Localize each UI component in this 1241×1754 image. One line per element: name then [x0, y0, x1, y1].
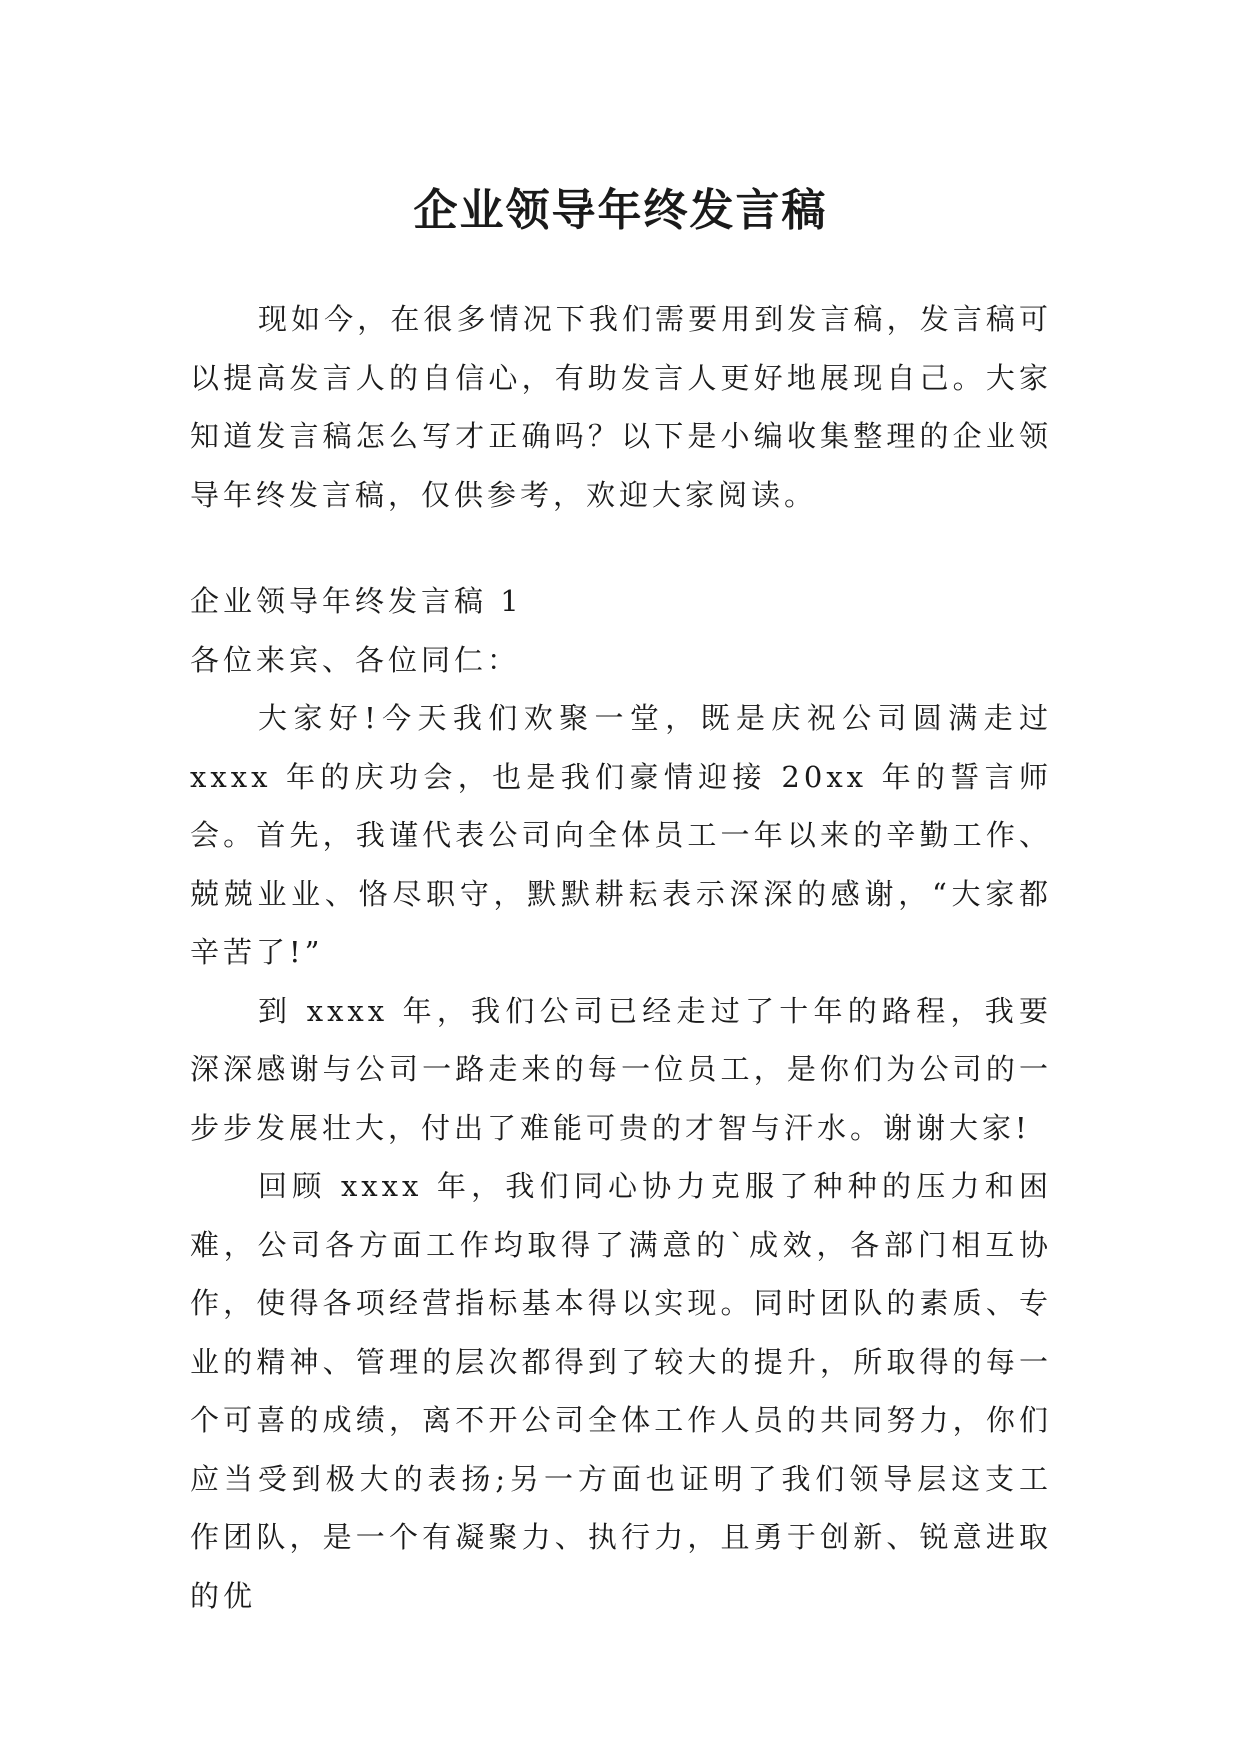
body-paragraph: 大家好!今天我们欢聚一堂，既是庆祝公司圆满走过 xxxx 年的庆功会，也是我们豪情迎接 20xx 年的誓言师会。首先，我谨代表公司向全体员工一年以来的辛勤工作、兢兢业业、恪尽职守，默默耕耘表示深深的感谢，“大家都辛苦了!”: [190, 701, 1052, 969]
salutation: 各位来宾、各位同仁：: [190, 642, 521, 677]
intro-paragraph: 现如今，在很多情况下我们需要用到发言稿，发言稿可以提高发言人的自信心，有助发言人更好地展现自己。大家知道发言稿怎么写才正确吗？以下是小编收集整理的企业领导年终发言稿，仅供参考，欢迎大家阅读。: [190, 302, 1052, 512]
document-body: [190, 290, 1052, 1625]
body-paragraph: 到 xxxx 年，我们公司已经走过了十年的路程，我要深深感谢与公司一路走来的每一位员工，是你们为公司的一步步发展壮大，付出了难能可贵的才智与汗水。谢谢大家!: [190, 993, 1052, 1145]
document-title: 企业领导年终发言稿: [413, 185, 828, 237]
body-paragraph: 回顾 xxxx 年，我们同心协力克服了种种的压力和困难，公司各方面工作均取得了满意的`成效，各部门相互协作，使得各项经营指标基本得以实现。同时团队的素质、专业的精神、管理的层次都得到了较大的提升，所取得的每一个可喜的成绩，离不开公司全体工作人员的共同努力，你们应当受到极大的表扬;另一方面也证明了我们领导层这支工作团队，是一个有凝聚力、执行力，且勇于创新、锐意进取的优: [190, 1169, 1052, 1613]
section-heading: 企业领导年终发言稿 1: [190, 584, 523, 618]
